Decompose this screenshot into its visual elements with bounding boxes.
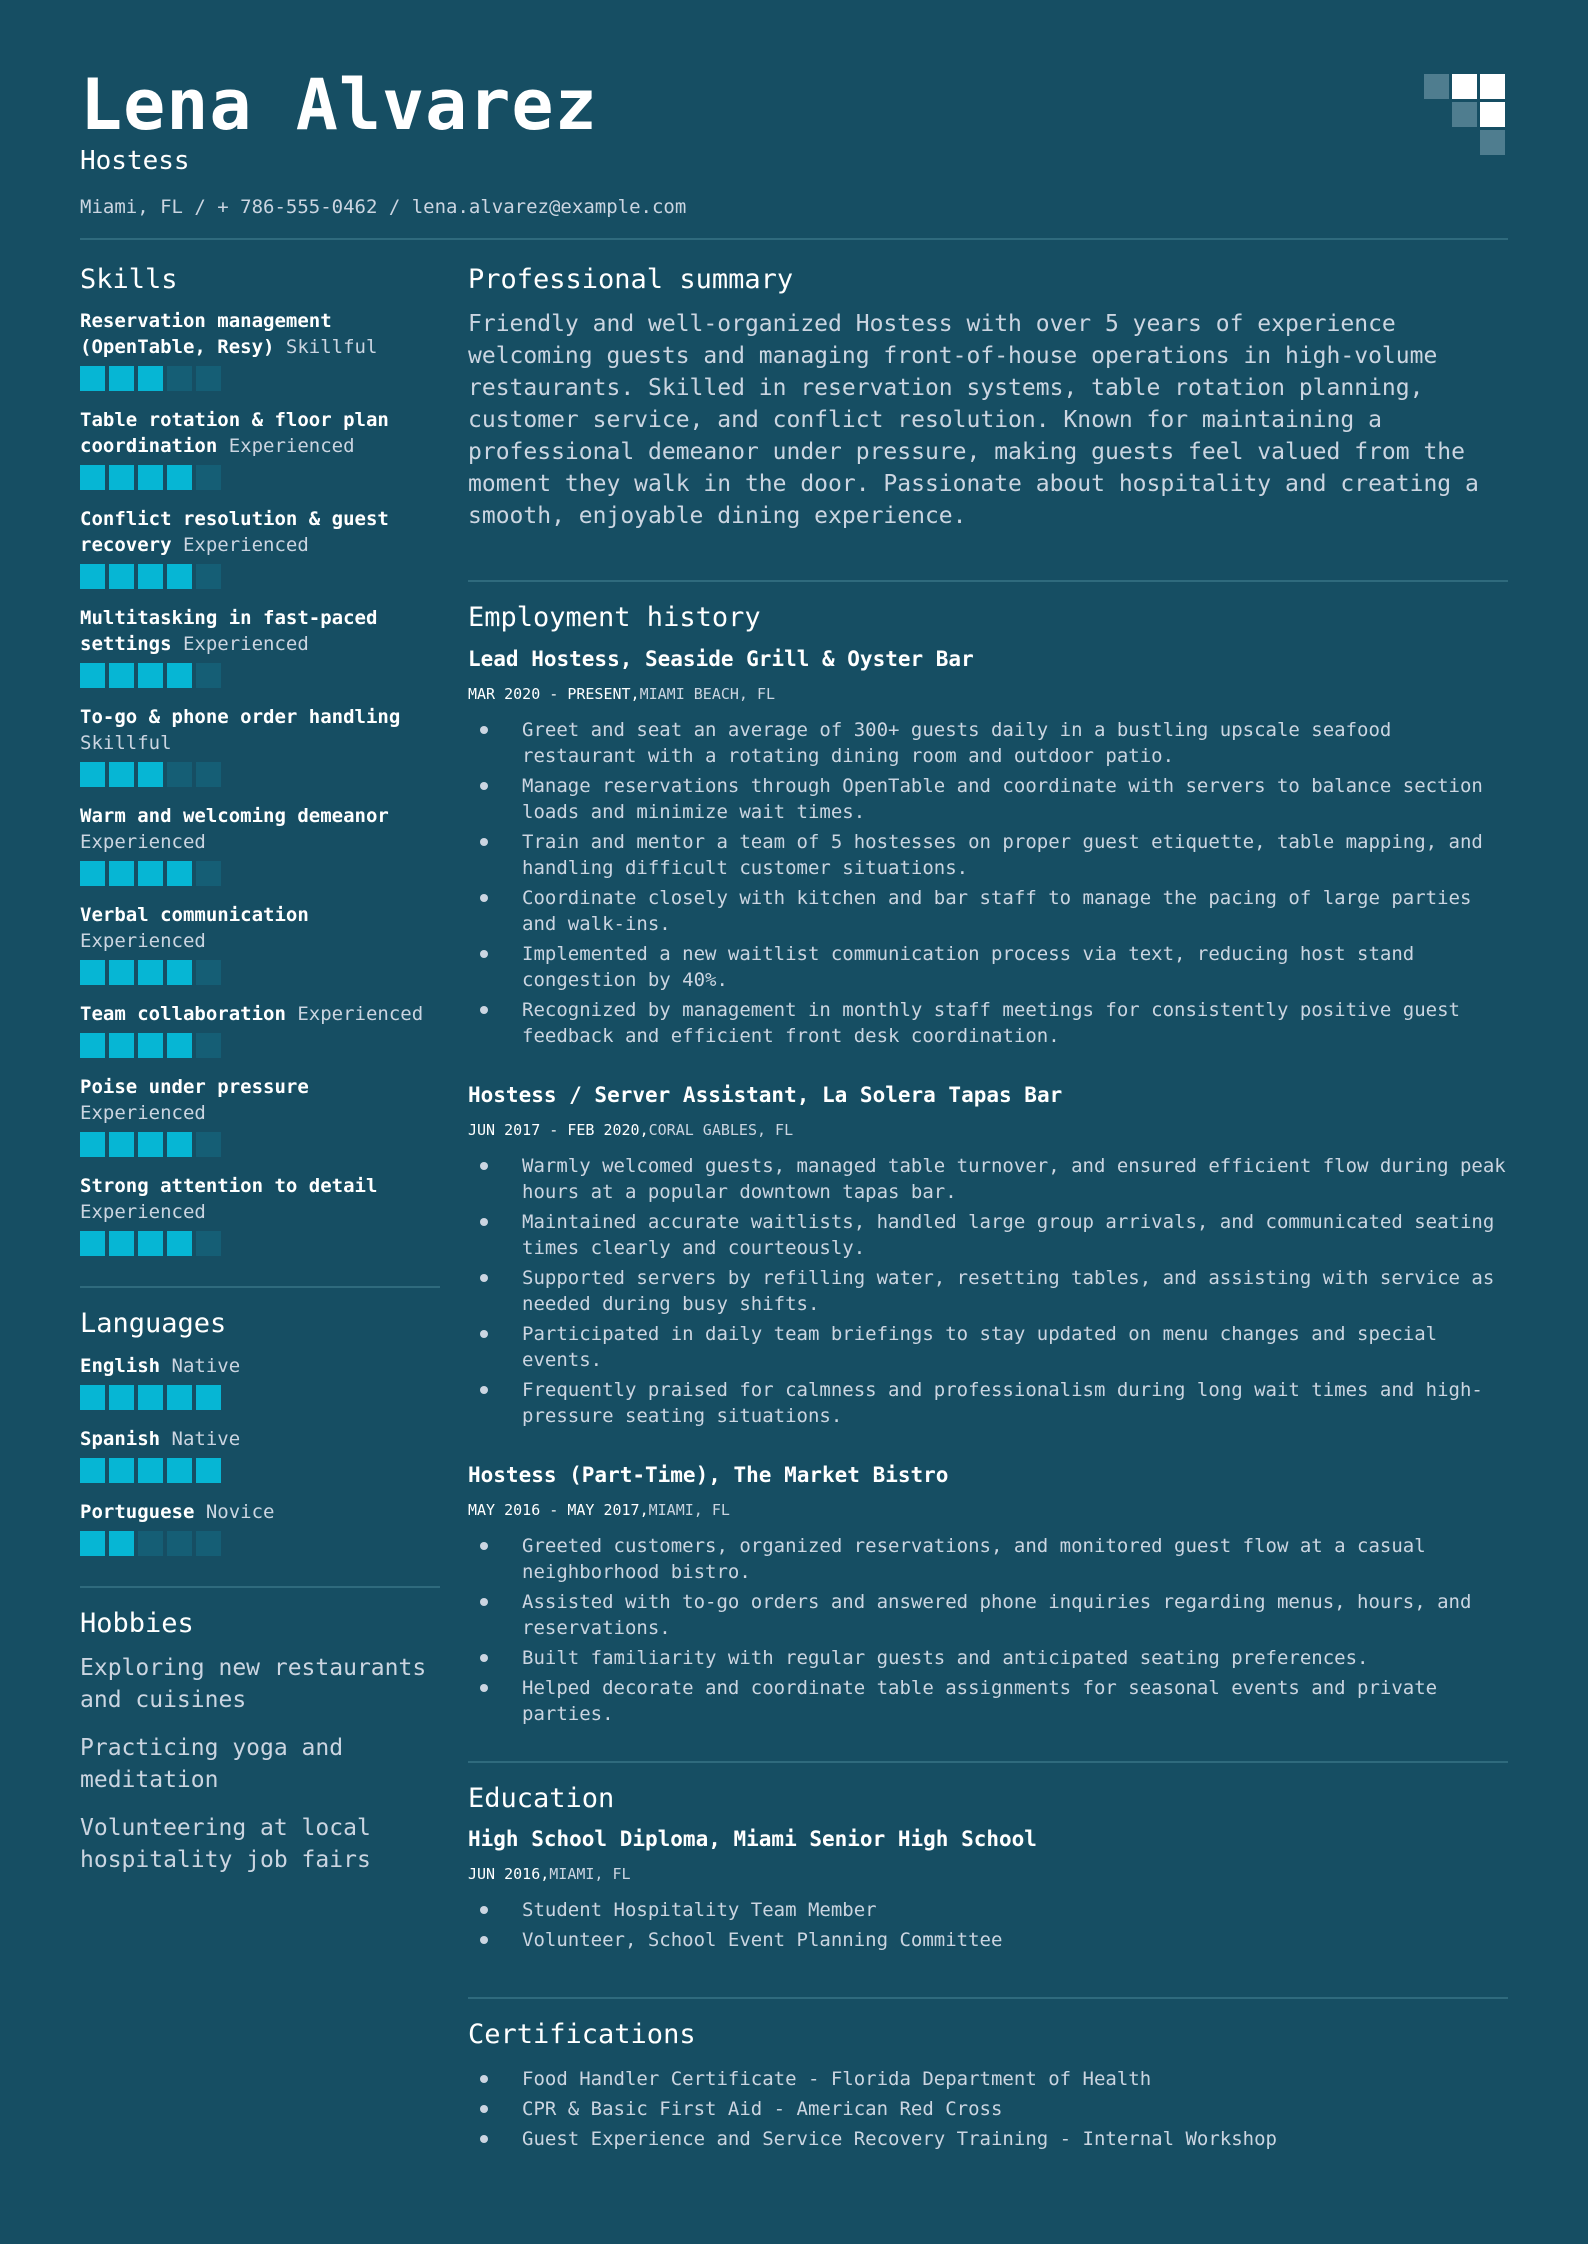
job-entry bbox=[468, 1083, 1508, 1429]
job-date: MAY 2016 - MAY 2017, bbox=[468, 1500, 649, 1519]
job-location: MIAMI, FL bbox=[648, 1500, 730, 1519]
jobs-list bbox=[468, 647, 1508, 1727]
rating-square bbox=[109, 762, 134, 787]
main-content bbox=[468, 264, 1508, 2156]
skill-level: Experienced bbox=[182, 534, 309, 557]
job-date: JUN 2017 - FEB 2020, bbox=[468, 1120, 649, 1139]
rating-square bbox=[109, 1132, 134, 1157]
rating-square bbox=[138, 1033, 163, 1058]
language-text bbox=[80, 1426, 440, 1452]
skill-text bbox=[80, 506, 440, 558]
rating-square bbox=[109, 1458, 134, 1483]
skill-item bbox=[80, 1074, 440, 1157]
skill-text bbox=[80, 605, 440, 657]
skill-rating-bar bbox=[80, 1231, 440, 1256]
rating-square bbox=[80, 1531, 105, 1556]
education-bullets bbox=[468, 1897, 1508, 1953]
skill-text bbox=[80, 704, 440, 756]
language-name: Portuguese bbox=[80, 1500, 195, 1523]
bullet-item: Greeted customers, organized reservations, and monitored guest flow at a casual neighborhood bistro. bbox=[468, 1533, 1508, 1585]
rating-square bbox=[196, 366, 221, 391]
rating-square bbox=[109, 1231, 134, 1256]
rating-square bbox=[138, 1132, 163, 1157]
skill-rating-bar bbox=[80, 960, 440, 985]
content-columns bbox=[80, 264, 1508, 2156]
rating-square bbox=[196, 1231, 221, 1256]
rating-square bbox=[109, 1385, 134, 1410]
rating-square bbox=[80, 1132, 105, 1157]
hobbies-heading: Hobbies bbox=[80, 1607, 194, 1639]
rating-square bbox=[167, 1033, 192, 1058]
hobbies-list bbox=[80, 1652, 440, 1876]
rating-square bbox=[196, 1132, 221, 1157]
section-divider bbox=[468, 1761, 1508, 1763]
rating-square bbox=[167, 1132, 192, 1157]
hobby-item: Exploring new restaurants and cuisines bbox=[80, 1655, 427, 1714]
rating-square bbox=[109, 564, 134, 589]
education-school: High School Diploma, Miami Senior High School bbox=[468, 1827, 1037, 1852]
bullet-item: Helped decorate and coordinate table assignments for seasonal events and private parties. bbox=[468, 1675, 1508, 1727]
skill-text bbox=[80, 308, 440, 360]
job-role: Hostess bbox=[80, 146, 190, 176]
section-divider bbox=[468, 580, 1508, 582]
sidebar bbox=[80, 264, 440, 2156]
rating-square bbox=[167, 762, 192, 787]
bullet-item: Warmly welcomed guests, managed table turnover, and ensured efficient flow during peak hours at a popular downtown tapas bar. bbox=[468, 1153, 1508, 1205]
skill-rating-bar bbox=[80, 366, 440, 391]
rating-square bbox=[196, 465, 221, 490]
job-title: Lead Hostess, Seaside Grill & Oyster Bar bbox=[468, 646, 974, 671]
rating-square bbox=[196, 762, 221, 787]
summary-heading: Professional summary bbox=[468, 264, 794, 295]
skill-rating-bar bbox=[80, 564, 440, 589]
skills-heading: Skills bbox=[80, 264, 178, 295]
candidate-name: Lena Alvarez bbox=[80, 64, 598, 146]
rating-square bbox=[167, 366, 192, 391]
hobby-item: Volunteering at local hospitality job fairs bbox=[80, 1815, 371, 1874]
job-location: MIAMI BEACH, FL bbox=[639, 684, 776, 703]
language-level: Novice bbox=[205, 1500, 275, 1523]
skill-rating-bar bbox=[80, 1132, 440, 1157]
skill-name: Poise under pressure bbox=[80, 1076, 309, 1099]
rating-square bbox=[167, 564, 192, 589]
rating-square bbox=[167, 1531, 192, 1556]
skill-name: Verbal communication bbox=[80, 904, 309, 927]
job-bullets bbox=[468, 1533, 1508, 1727]
skill-item bbox=[80, 506, 440, 589]
skill-name: Warm and welcoming demeanor bbox=[80, 805, 389, 828]
skill-rating-bar bbox=[80, 465, 440, 490]
rating-square bbox=[196, 663, 221, 688]
bullet-item: Train and mentor a team of 5 hostesses on proper guest etiquette, table mapping, and handling difficult customer situations. bbox=[468, 829, 1508, 881]
skill-level: Experienced bbox=[80, 1102, 206, 1125]
job-meta bbox=[468, 1501, 1508, 1519]
rating-square bbox=[138, 663, 163, 688]
rating-square bbox=[138, 1231, 163, 1256]
language-text bbox=[80, 1353, 440, 1379]
rating-square bbox=[138, 564, 163, 589]
bullet-item: Frequently praised for calmness and professionalism during long wait times and high-pressure seating situations. bbox=[468, 1377, 1508, 1429]
job-location: CORAL GABLES, FL bbox=[648, 1120, 794, 1139]
rating-square bbox=[80, 1385, 105, 1410]
rating-square bbox=[167, 861, 192, 886]
rating-square bbox=[138, 1385, 163, 1410]
rating-square bbox=[109, 861, 134, 886]
rating-square bbox=[80, 1458, 105, 1483]
education-meta bbox=[468, 1865, 1508, 1883]
skill-text bbox=[80, 902, 440, 954]
bullet-item: Implemented a new waitlist communication process via text, reducing host stand congestion by 40%. bbox=[468, 941, 1508, 993]
rating-square bbox=[196, 1033, 221, 1058]
languages-list bbox=[80, 1353, 440, 1556]
job-meta bbox=[468, 685, 1508, 703]
skill-rating-bar bbox=[80, 762, 440, 787]
skill-text bbox=[80, 1001, 440, 1027]
rating-square bbox=[80, 861, 105, 886]
skill-level: Skillful bbox=[285, 336, 378, 359]
rating-square bbox=[80, 564, 105, 589]
rating-square bbox=[167, 663, 192, 688]
rating-square bbox=[109, 1531, 134, 1556]
bullet-item: Volunteer, School Event Planning Committee bbox=[468, 1927, 1508, 1953]
skill-level: Experienced bbox=[297, 1003, 424, 1026]
language-rating-bar bbox=[80, 1531, 440, 1556]
bullet-item: Supported servers by refilling water, resetting tables, and assisting with service as needed during busy shifts. bbox=[468, 1265, 1508, 1317]
job-entry bbox=[468, 1463, 1508, 1727]
rating-square bbox=[80, 762, 105, 787]
bullet-item: Manage reservations through OpenTable and coordinate with servers to balance section loads and minimize wait times. bbox=[468, 773, 1508, 825]
employment-heading: Employment history bbox=[468, 602, 761, 634]
skill-item bbox=[80, 308, 440, 391]
skill-item bbox=[80, 704, 440, 787]
bullet-item: Assisted with to-go orders and answered phone inquiries regarding menus, hours, and reservations. bbox=[468, 1589, 1508, 1641]
rating-square bbox=[80, 1033, 105, 1058]
bullet-item: Participated in daily team briefings to stay updated on menu changes and special events. bbox=[468, 1321, 1508, 1373]
rating-square bbox=[138, 465, 163, 490]
header bbox=[80, 64, 1508, 218]
skill-level: Experienced bbox=[80, 1201, 206, 1224]
skill-item bbox=[80, 1173, 440, 1256]
rating-square bbox=[196, 1458, 221, 1483]
bullet-item: Built familiarity with regular guests and anticipated seating preferences. bbox=[468, 1645, 1508, 1671]
skill-level: Experienced bbox=[228, 435, 355, 458]
certification-item: CPR & Basic First Aid - American Red Cross bbox=[468, 2096, 1508, 2122]
skill-item bbox=[80, 407, 440, 490]
skill-name: Table rotation & floor plan coordination bbox=[80, 409, 389, 458]
rating-square bbox=[109, 663, 134, 688]
skill-text bbox=[80, 803, 440, 855]
bullet-item: Maintained accurate waitlists, handled large group arrivals, and communicated seating times clearly and courteously. bbox=[468, 1209, 1508, 1261]
skill-item bbox=[80, 902, 440, 985]
job-meta bbox=[468, 1121, 1508, 1139]
job-date: MAR 2020 - PRESENT, bbox=[468, 684, 640, 703]
rating-square bbox=[80, 960, 105, 985]
bullet-item: Student Hospitality Team Member bbox=[468, 1897, 1508, 1923]
contact-info: Miami, FL / + 786-555-0462 / lena.alvarez@example.com bbox=[80, 196, 687, 218]
language-level: Native bbox=[171, 1354, 241, 1377]
skill-name: Team collaboration bbox=[80, 1003, 286, 1026]
education-location: MIAMI, FL bbox=[549, 1865, 631, 1884]
rating-square bbox=[80, 465, 105, 490]
rating-square bbox=[138, 960, 163, 985]
rating-square bbox=[167, 1385, 192, 1410]
bullet-item: Greet and seat an average of 300+ guests daily in a bustling upscale seafood restaurant with a rotating dining room and outdoor patio. bbox=[468, 717, 1508, 769]
rating-square bbox=[196, 861, 221, 886]
skill-name: Strong attention to detail bbox=[80, 1175, 378, 1198]
skill-rating-bar bbox=[80, 663, 440, 688]
language-rating-bar bbox=[80, 1385, 440, 1410]
certifications-heading: Certifications bbox=[468, 2019, 696, 2051]
hobby-item: Practicing yoga and meditation bbox=[80, 1735, 344, 1794]
section-divider bbox=[468, 1997, 1508, 1999]
languages-heading: Languages bbox=[80, 1308, 227, 1340]
skill-item bbox=[80, 1001, 440, 1058]
bullet-item: Recognized by management in monthly staff meetings for consistently positive guest feedback and efficient front desk coordination. bbox=[468, 997, 1508, 1049]
certification-item: Guest Experience and Service Recovery Training - Internal Workshop bbox=[468, 2126, 1508, 2152]
bullet-item: Coordinate closely with kitchen and bar staff to manage the pacing of large parties and walk-ins. bbox=[468, 885, 1508, 937]
education-heading: Education bbox=[468, 1782, 615, 1814]
skill-item bbox=[80, 605, 440, 688]
skill-name: Multitasking in fast-paced settings bbox=[80, 607, 378, 656]
sidebar-divider bbox=[80, 1286, 440, 1288]
rating-square bbox=[196, 564, 221, 589]
rating-square bbox=[109, 960, 134, 985]
rating-square bbox=[138, 366, 163, 391]
rating-square bbox=[196, 1385, 221, 1410]
rating-square bbox=[109, 1033, 134, 1058]
skill-text bbox=[80, 1173, 440, 1225]
language-rating-bar bbox=[80, 1458, 440, 1483]
rating-square bbox=[167, 960, 192, 985]
language-item bbox=[80, 1353, 440, 1410]
skill-text bbox=[80, 407, 440, 459]
rating-square bbox=[80, 1231, 105, 1256]
rating-square bbox=[138, 1458, 163, 1483]
language-name: English bbox=[80, 1354, 161, 1377]
rating-square bbox=[109, 366, 134, 391]
rating-square bbox=[138, 762, 163, 787]
skills-list bbox=[80, 308, 440, 1256]
sidebar-divider bbox=[80, 1586, 440, 1588]
certification-item: Food Handler Certificate - Florida Department of Health bbox=[468, 2066, 1508, 2092]
skill-level: Skillful bbox=[80, 732, 172, 755]
job-bullets bbox=[468, 1153, 1508, 1429]
job-entry bbox=[468, 647, 1508, 1049]
skill-name: To-go & phone order handling bbox=[80, 706, 401, 729]
language-level: Native bbox=[171, 1427, 241, 1450]
rating-square bbox=[167, 1231, 192, 1256]
rating-square bbox=[80, 663, 105, 688]
rating-square bbox=[196, 1531, 221, 1556]
rating-square bbox=[138, 1531, 163, 1556]
rating-square bbox=[138, 861, 163, 886]
skill-name: Reservation management (OpenTable, Resy) bbox=[80, 310, 332, 359]
language-name: Spanish bbox=[80, 1427, 161, 1450]
summary-text: Friendly and well-organized Hostess with over 5 years of experience welcoming guests and managing front-of-house operations in high-volume restaurants. Skilled in reservation systems, table rotation planning, customer service, and conflict resolution. Known for maintaining a professional demeanor under pressure, making guests feel valued from the moment they walk in the door. Passionate about hospitality and creating a smooth, enjoyable dining experience. bbox=[468, 311, 1479, 530]
rating-square bbox=[109, 465, 134, 490]
rating-square bbox=[80, 366, 105, 391]
skill-item bbox=[80, 803, 440, 886]
job-bullets bbox=[468, 717, 1508, 1049]
language-item bbox=[80, 1499, 440, 1556]
rating-square bbox=[167, 1458, 192, 1483]
job-title: Hostess (Part-Time), The Market Bistro bbox=[468, 1462, 949, 1487]
logo-icon bbox=[1424, 74, 1508, 158]
skill-rating-bar bbox=[80, 861, 440, 886]
skill-level: Experienced bbox=[80, 930, 206, 953]
skill-level: Experienced bbox=[80, 831, 206, 854]
skill-name: Conflict resolution & guest recovery bbox=[80, 508, 389, 557]
language-item bbox=[80, 1426, 440, 1483]
certifications-list bbox=[468, 2066, 1508, 2152]
rating-square bbox=[167, 465, 192, 490]
language-text bbox=[80, 1499, 440, 1525]
skill-text bbox=[80, 1074, 440, 1126]
skill-level: Experienced bbox=[182, 633, 309, 656]
job-title: Hostess / Server Assistant, La Solera Tapas Bar bbox=[468, 1082, 1063, 1107]
header-divider bbox=[80, 238, 1508, 240]
education-date: JUN 2016, bbox=[468, 1865, 550, 1884]
skill-rating-bar bbox=[80, 1033, 440, 1058]
rating-square bbox=[196, 960, 221, 985]
